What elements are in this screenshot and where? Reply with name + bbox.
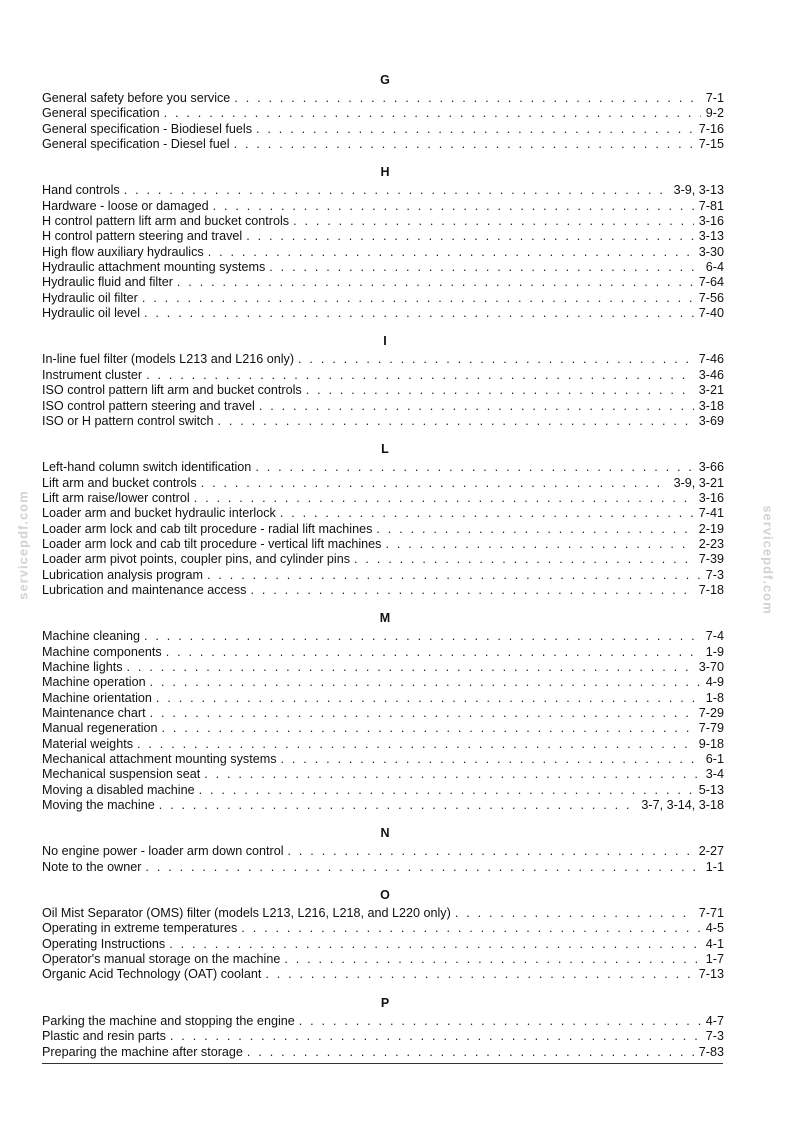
index-entry: [42, 706, 724, 721]
entry-term: General specification - Diesel fuel: [42, 137, 230, 152]
entry-term: H control pattern lift arm and bucket controls: [42, 214, 290, 229]
entry-term: Operating Instructions: [42, 936, 166, 951]
index-entry: [42, 245, 724, 260]
index-entry: [42, 552, 724, 567]
entry-page-ref: 3-18: [698, 398, 724, 413]
entry-term: Machine lights: [42, 659, 123, 674]
index-section: [42, 334, 724, 429]
index-entry: [42, 783, 724, 798]
entry-term: H control pattern steering and travel: [42, 229, 243, 244]
dot-leader: [284, 952, 700, 967]
index-entry: [42, 122, 724, 137]
entry-term: Organic Acid Technology (OAT) coolant: [42, 967, 262, 982]
index-section: [42, 73, 724, 152]
entry-term: ISO control pattern steering and travel: [42, 398, 255, 413]
index-entry: [42, 1014, 724, 1029]
entry-term: Loader arm and bucket hydraulic interlock: [42, 506, 276, 521]
entry-term: No engine power - loader arm down control: [42, 844, 284, 859]
dot-leader: [234, 137, 694, 152]
index-entry: [42, 660, 724, 675]
index-list: [42, 73, 724, 1073]
entry-term: Hydraulic fluid and filter: [42, 275, 173, 290]
entry-term: ISO control pattern lift arm and bucket controls: [42, 383, 302, 398]
dot-leader: [137, 737, 694, 752]
watermark-left: servicepdf.com: [15, 490, 31, 600]
entry-page-ref: 7-83: [698, 1044, 724, 1059]
index-section: [42, 996, 724, 1060]
dot-leader: [159, 798, 637, 813]
entry-term: Machine components: [42, 644, 162, 659]
dot-leader: [127, 660, 694, 675]
entry-term: Loader arm pivot points, coupler pins, and cylinder pins: [42, 552, 351, 567]
index-entry: [42, 1045, 724, 1060]
entry-page-ref: 4-7: [705, 1013, 724, 1028]
index-entry: [42, 399, 724, 414]
dot-leader: [250, 583, 693, 598]
entry-page-ref: 7-39: [698, 552, 724, 567]
index-entry: [42, 860, 724, 875]
entry-page-ref: 2-23: [698, 536, 724, 551]
entry-page-ref: 5-13: [698, 782, 724, 797]
entry-term: General safety before you service: [42, 91, 231, 105]
index-entry: [42, 106, 724, 121]
index-entry: [42, 937, 724, 952]
entry-page-ref: 7-40: [698, 306, 724, 321]
dot-leader: [194, 491, 694, 506]
index-entry: [42, 537, 724, 552]
dot-leader: [299, 1014, 701, 1029]
entry-term: Hardware - loose or damaged: [42, 198, 209, 213]
dot-leader: [142, 291, 694, 306]
entry-term: Mechanical attachment mounting systems: [42, 752, 277, 767]
entry-page-ref: 7-29: [698, 706, 724, 720]
section-letter: O: [380, 888, 390, 903]
entry-page-ref: 7-71: [698, 906, 724, 921]
entry-page-ref: 3-16: [698, 214, 724, 229]
dot-leader: [217, 414, 693, 429]
index-entry: [42, 675, 724, 690]
entry-page-ref: 7-64: [698, 275, 724, 290]
dot-leader: [146, 368, 694, 383]
index-entry: [42, 214, 724, 229]
section-letter: P: [380, 995, 390, 1010]
entry-term: ISO or H pattern control switch: [42, 413, 214, 428]
index-entry: [42, 906, 724, 921]
entry-term: Lift arm raise/lower control: [42, 490, 190, 505]
entry-term: Loader arm lock and cab tilt procedure - vertical lift machines: [42, 536, 382, 551]
entry-page-ref: 7-16: [698, 121, 724, 136]
dot-leader: [269, 260, 701, 275]
index-entry: [42, 645, 724, 660]
dot-leader: [144, 306, 694, 321]
entry-page-ref: 7-18: [698, 582, 724, 597]
dot-leader: [150, 675, 701, 690]
dot-leader: [213, 199, 694, 214]
watermark-right: servicepdf.com: [760, 505, 776, 615]
entry-page-ref: 3-4: [705, 767, 724, 782]
entry-term: Manual regeneration: [42, 721, 158, 736]
entry-term: Hydraulic oil level: [42, 306, 140, 321]
index-entry: [42, 199, 724, 214]
index-entry: [42, 752, 724, 767]
entry-page-ref: 7-46: [698, 352, 724, 367]
index-entry: [42, 721, 724, 736]
entry-page-ref: 7-56: [698, 290, 724, 305]
dot-leader: [199, 783, 694, 798]
dot-leader: [164, 106, 701, 121]
entry-page-ref: 9-2: [705, 106, 724, 121]
entry-page-ref: 2-19: [698, 521, 724, 536]
entry-term: Maintenance chart: [42, 706, 146, 720]
entry-page-ref: 2-27: [698, 844, 724, 859]
dot-leader: [201, 476, 669, 491]
entry-term: Instrument cluster: [42, 367, 143, 382]
entry-term: Material weights: [42, 736, 133, 751]
index-section: [42, 165, 724, 321]
section-letter: I: [383, 334, 387, 349]
entry-page-ref: 1-9: [705, 644, 724, 659]
entry-term: Operator's manual storage on the machine: [42, 952, 281, 967]
entry-term: Plastic and resin parts: [42, 1029, 166, 1044]
entry-term: Moving the machine: [42, 798, 155, 813]
entry-term: Machine orientation: [42, 690, 152, 705]
index-entry: [42, 91, 724, 106]
entry-term: Lubrication analysis program: [42, 567, 204, 582]
entry-page-ref: 3-69: [698, 413, 724, 428]
index-entry: [42, 275, 724, 290]
entry-page-ref: 1-1: [705, 859, 724, 874]
dot-leader: [124, 183, 669, 198]
index-entry: [42, 306, 724, 321]
entry-page-ref: 3-9, 3-21: [673, 475, 724, 490]
entry-page-ref: 6-4: [705, 260, 724, 275]
entry-term: Machine cleaning: [42, 629, 141, 644]
entry-page-ref: 4-9: [705, 675, 724, 690]
entry-page-ref: 7-41: [698, 506, 724, 521]
entry-page-ref: 1-8: [705, 690, 724, 705]
dot-leader: [150, 706, 694, 721]
index-entry: [42, 260, 724, 275]
index-entry: [42, 368, 724, 383]
dot-leader: [170, 1029, 701, 1044]
entry-term: Hydraulic attachment mounting systems: [42, 260, 266, 275]
dot-leader: [169, 937, 701, 952]
entry-page-ref: 7-13: [698, 967, 724, 982]
index-entry: [42, 291, 724, 306]
section-letter: H: [380, 165, 390, 180]
entry-page-ref: 7-79: [698, 721, 724, 736]
entry-page-ref: 7-3: [705, 567, 724, 582]
index-entry: [42, 491, 724, 506]
entry-term: Lubrication and maintenance access: [42, 582, 247, 597]
section-letter: M: [379, 611, 391, 626]
entry-term: Machine operation: [42, 675, 146, 690]
entry-term: Oil Mist Separator (OMS) filter (models L213, L216, L218, and L220 only): [42, 906, 451, 921]
dot-leader: [255, 460, 693, 475]
entry-term: High flow auxiliary hydraulics: [42, 244, 204, 259]
dot-leader: [177, 275, 694, 290]
index-entry: [42, 414, 724, 429]
dot-leader: [455, 906, 694, 921]
index-section: [42, 826, 724, 875]
entry-term: In-line fuel filter (models L213 and L216 only): [42, 352, 295, 367]
entry-term: Mechanical suspension seat: [42, 767, 201, 782]
section-letter: G: [380, 73, 390, 87]
dot-leader: [204, 767, 701, 782]
index-entry: [42, 460, 724, 475]
dot-leader: [162, 721, 694, 736]
index-entry: [42, 629, 724, 644]
entry-page-ref: 3-7, 3-14, 3-18: [641, 798, 724, 813]
entry-page-ref: 3-13: [698, 229, 724, 244]
index-entry: [42, 967, 724, 982]
section-letter: L: [381, 442, 389, 457]
entry-page-ref: 7-81: [698, 198, 724, 213]
entry-term: Parking the machine and stopping the engine: [42, 1013, 295, 1028]
index-entry: [42, 583, 724, 598]
entry-page-ref: 3-46: [698, 367, 724, 382]
index-entry: [42, 921, 724, 936]
index-entry: [42, 844, 724, 859]
entry-term: Hydraulic oil filter: [42, 290, 138, 305]
index-entry: [42, 568, 724, 583]
entry-page-ref: 3-30: [698, 244, 724, 259]
entry-term: Left-hand column switch identification: [42, 460, 252, 475]
dot-leader: [354, 552, 694, 567]
entry-term: Preparing the machine after storage: [42, 1044, 243, 1059]
index-section: [42, 442, 724, 598]
index-entry: [42, 691, 724, 706]
index-entry: [42, 229, 724, 244]
index-entry: [42, 798, 724, 813]
entry-term: Lift arm and bucket controls: [42, 475, 197, 490]
index-entry: [42, 522, 724, 537]
dot-leader: [256, 122, 694, 137]
entry-page-ref: 1-7: [705, 952, 724, 967]
entry-term: Note to the owner: [42, 859, 142, 874]
entry-page-ref: 7-15: [698, 137, 724, 152]
dot-leader: [376, 522, 693, 537]
dot-leader: [385, 537, 693, 552]
entry-term: Operating in extreme temperatures: [42, 921, 238, 936]
dot-leader: [247, 1045, 694, 1060]
entry-page-ref: 9-18: [698, 736, 724, 751]
entry-page-ref: 4-1: [705, 936, 724, 951]
index-section: [42, 611, 724, 813]
dot-leader: [246, 229, 694, 244]
entry-term: General specification - Biodiesel fuels: [42, 121, 253, 136]
index-section: [42, 888, 724, 983]
entry-page-ref: 3-16: [698, 490, 724, 505]
entry-page-ref: 7-4: [705, 629, 724, 644]
index-entry: [42, 506, 724, 521]
index-entry: [42, 383, 724, 398]
index-entry: [42, 137, 724, 152]
entry-page-ref: 7-1: [705, 91, 724, 105]
dot-leader: [166, 645, 701, 660]
dot-leader: [145, 860, 700, 875]
dot-leader: [234, 91, 700, 106]
dot-leader: [259, 399, 694, 414]
dot-leader: [306, 383, 694, 398]
entry-term: General specification: [42, 106, 160, 121]
index-entry: [42, 183, 724, 198]
dot-leader: [280, 506, 694, 521]
dot-leader: [288, 844, 694, 859]
index-entry: [42, 737, 724, 752]
index-entry: [42, 1029, 724, 1044]
dot-leader: [144, 629, 701, 644]
entry-page-ref: 4-5: [705, 921, 724, 936]
index-entry: [42, 476, 724, 491]
entry-page-ref: 6-1: [705, 752, 724, 767]
entry-term: Loader arm lock and cab tilt procedure - radial lift machines: [42, 521, 373, 536]
dot-leader: [293, 214, 694, 229]
entry-term: Hand controls: [42, 183, 120, 198]
index-entry: [42, 767, 724, 782]
entry-page-ref: 3-70: [698, 659, 724, 674]
dot-leader: [281, 752, 701, 767]
footer-rule: [42, 1063, 723, 1064]
section-letter: N: [380, 826, 390, 841]
index-entry: [42, 352, 724, 367]
entry-term: Moving a disabled machine: [42, 782, 195, 797]
entry-page-ref: 7-3: [705, 1029, 724, 1044]
entry-page-ref: 3-9, 3-13: [673, 183, 724, 198]
dot-leader: [208, 245, 694, 260]
dot-leader: [156, 691, 701, 706]
dot-leader: [265, 967, 693, 982]
dot-leader: [207, 568, 701, 583]
dot-leader: [241, 921, 701, 936]
entry-page-ref: 3-66: [698, 460, 724, 475]
dot-leader: [298, 352, 694, 367]
index-entry: [42, 952, 724, 967]
entry-page-ref: 3-21: [698, 383, 724, 398]
